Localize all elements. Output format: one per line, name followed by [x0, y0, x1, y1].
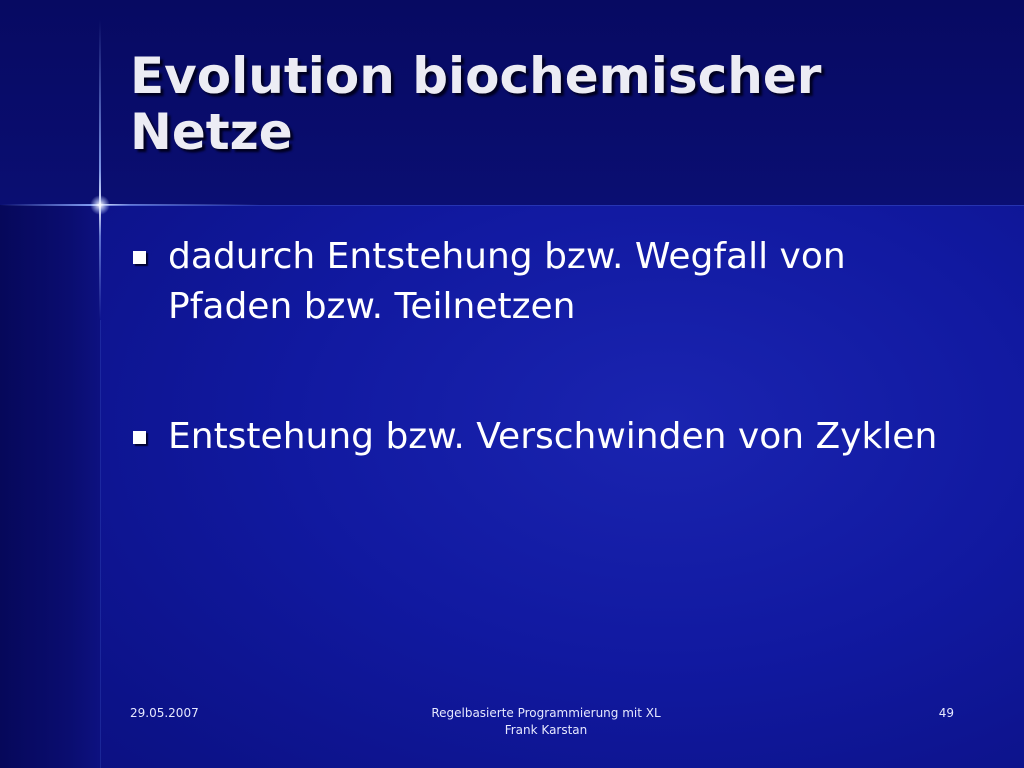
bullet-item	[130, 412, 970, 462]
vertical-accent-line	[99, 20, 101, 320]
square-bullet-icon	[133, 251, 146, 264]
square-bullet-icon	[133, 431, 146, 444]
vertical-divider-line	[100, 320, 101, 768]
footer-author: Frank Karstan	[504, 723, 588, 737]
bullet-item	[130, 232, 970, 332]
footer-date: 29.05.2007	[130, 706, 199, 720]
bullet-list	[130, 232, 970, 542]
bullet-text: dadurch Entstehung bzw. Wegfall von Pfaden bzw. Teilnetzen	[168, 236, 846, 327]
sparkle-star-icon	[90, 195, 110, 215]
footer-course-info	[396, 705, 696, 739]
title-divider-line	[100, 205, 1024, 206]
footer-course-title: Regelbasierte Programmierung mit XL	[431, 706, 661, 720]
footer-page-number: 49	[938, 706, 954, 720]
slide-title: Evolution biochemischer Netze	[130, 47, 822, 161]
bullet-text: Entstehung bzw. Verschwinden von Zyklen	[168, 416, 938, 457]
